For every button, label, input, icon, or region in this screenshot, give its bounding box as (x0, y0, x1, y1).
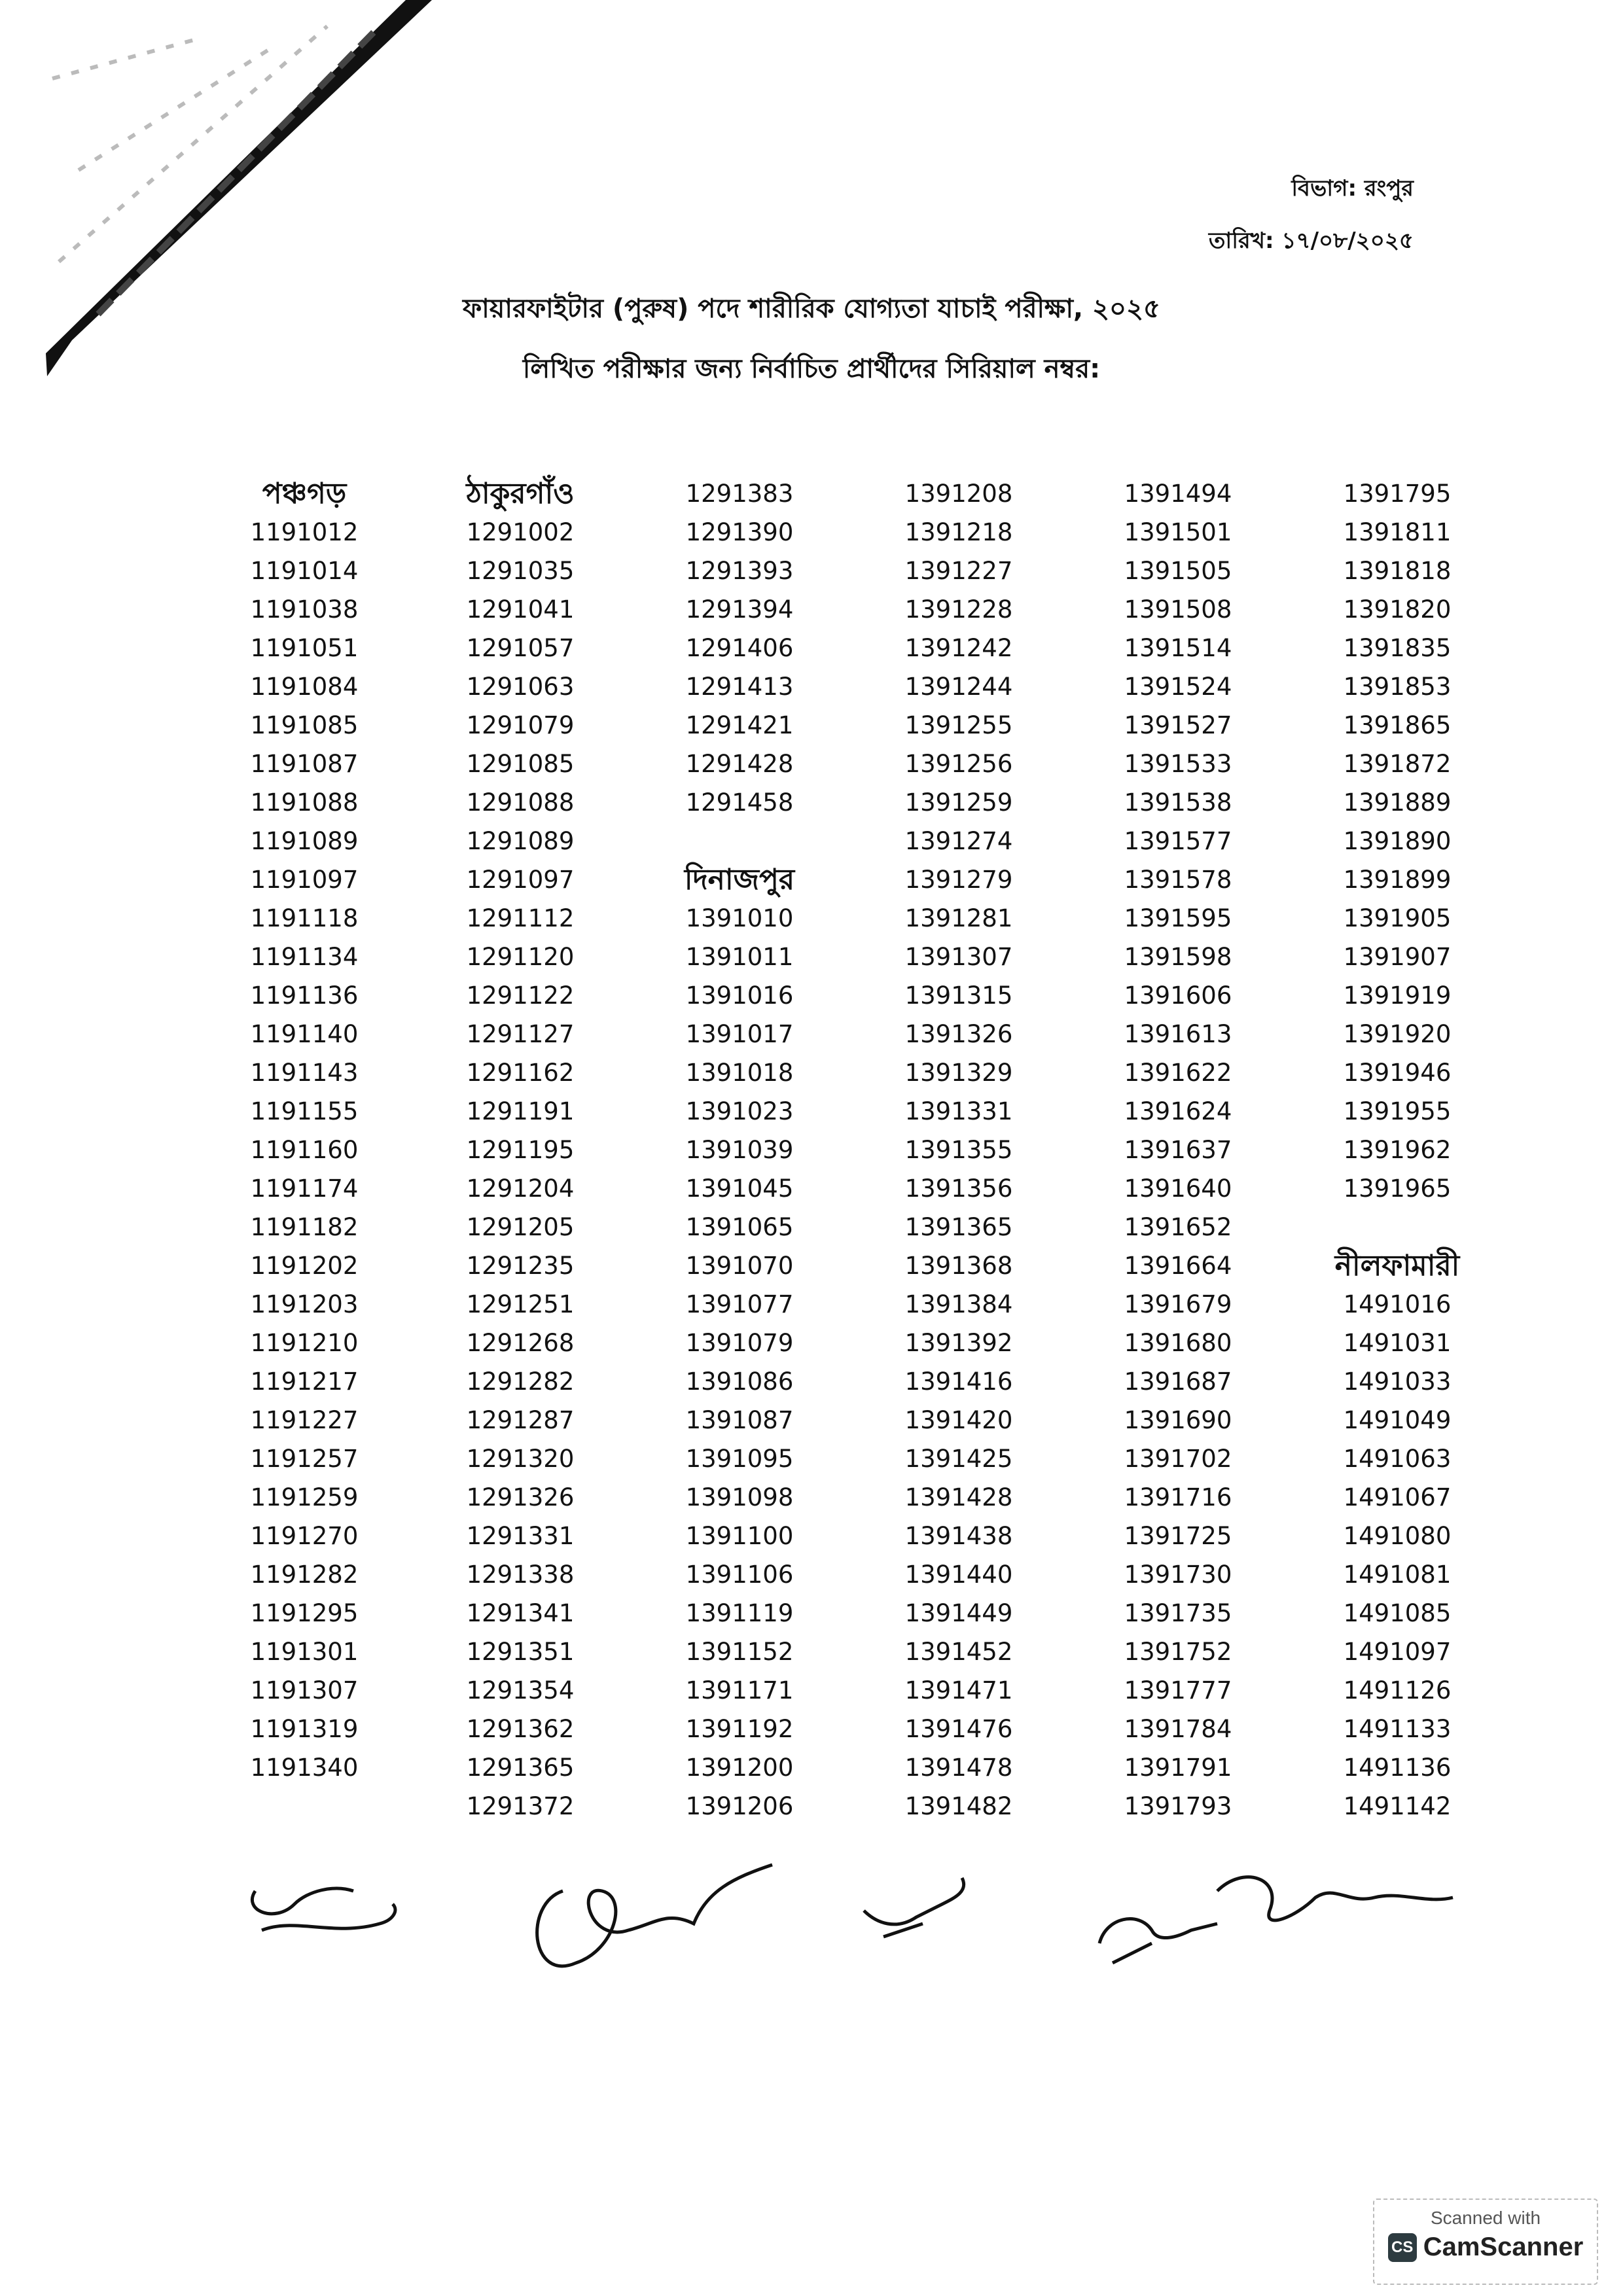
serial-number: 1391279 (904, 866, 1013, 894)
serial-number: 1391905 (1343, 904, 1452, 932)
serial-number: 1191319 (250, 1715, 359, 1743)
serial-number: 1391228 (904, 595, 1013, 624)
serial-number: 1391416 (904, 1368, 1013, 1396)
serial-number: 1391690 (1124, 1406, 1232, 1434)
serial-number: 1291458 (685, 788, 794, 817)
serial-number: 1191140 (250, 1020, 359, 1048)
serial-number: 1191227 (250, 1406, 359, 1434)
serial-number: 1291035 (466, 557, 575, 585)
serial-number: 1391307 (904, 943, 1013, 971)
serial-number: 1391045 (685, 1174, 794, 1203)
serial-number: 1391478 (904, 1754, 1013, 1782)
serial-number: 1391777 (1124, 1676, 1232, 1704)
serial-number: 1391890 (1343, 827, 1452, 855)
serial-number: 1391218 (904, 518, 1013, 546)
serial-number: 1391016 (685, 981, 794, 1010)
column-spacer (632, 822, 847, 860)
serial-number: 1391702 (1124, 1445, 1232, 1473)
serial-number: 1391735 (1124, 1599, 1232, 1627)
document-subtitle: লিখিত পরীক্ষার জন্য নির্বাচিত প্রার্থীদের সিরিয়াল নম্বর: (522, 354, 1101, 384)
serial-number: 1391505 (1124, 557, 1232, 585)
serial-number: 1491080 (1343, 1522, 1452, 1550)
serial-number: 1391274 (904, 827, 1013, 855)
serial-number: 1391281 (904, 904, 1013, 932)
serial-number: 1391440 (904, 1561, 1013, 1589)
document-title: ফায়ারফাইটার (পুরুষ) পদে শারীরিক যোগ্যতা যাচাই পরীক্ষা, ২০২৫ (462, 294, 1161, 324)
serial-number: 1491081 (1343, 1561, 1452, 1589)
serial-number: 1391438 (904, 1522, 1013, 1550)
district-heading: ঠাকুরগাঁও (466, 477, 575, 510)
serial-number: 1191202 (250, 1252, 359, 1280)
serial-number: 1391171 (685, 1676, 794, 1704)
serial-number: 1391820 (1343, 595, 1452, 624)
serial-number: 1391420 (904, 1406, 1013, 1434)
serial-number: 1291122 (466, 981, 575, 1010)
serial-column-2 (412, 474, 628, 1826)
serial-number: 1391865 (1343, 711, 1452, 739)
serial-number: 1291341 (466, 1599, 575, 1627)
serial-number: 1491031 (1343, 1329, 1452, 1357)
serial-number: 1391622 (1124, 1059, 1232, 1087)
serial-number: 1391315 (904, 981, 1013, 1010)
serial-number: 1391086 (685, 1368, 794, 1396)
serial-number: 1191282 (250, 1561, 359, 1589)
serial-number: 1391227 (904, 557, 1013, 585)
serial-column-5 (1070, 474, 1286, 1826)
serial-number: 1191051 (250, 634, 359, 662)
serial-column-4 (851, 474, 1067, 1826)
serial-number: 1491067 (1343, 1483, 1452, 1511)
serial-number: 1391508 (1124, 595, 1232, 624)
serial-number: 1391872 (1343, 750, 1452, 778)
serial-number: 1191217 (250, 1368, 359, 1396)
serial-number: 1391079 (685, 1329, 794, 1357)
scanned-page-corner (0, 0, 458, 406)
serial-number: 1391538 (1124, 788, 1232, 817)
serial-number: 1291057 (466, 634, 575, 662)
serial-number: 1291127 (466, 1020, 575, 1048)
serial-number: 1391256 (904, 750, 1013, 778)
serial-number: 1391200 (685, 1754, 794, 1782)
serial-number: 1391889 (1343, 788, 1452, 817)
serial-number: 1291351 (466, 1638, 575, 1666)
date-label: তারিখ: ১৭/০৮/২০২৫ (1208, 228, 1414, 254)
serial-number: 1391652 (1124, 1213, 1232, 1241)
serial-number: 1291362 (466, 1715, 575, 1743)
serial-number: 1391527 (1124, 711, 1232, 739)
serial-number: 1391835 (1343, 634, 1452, 662)
serial-number: 1391119 (685, 1599, 794, 1627)
serial-number: 1191174 (250, 1174, 359, 1203)
serial-number: 1291383 (685, 480, 794, 508)
serial-number: 1291365 (466, 1754, 575, 1782)
serial-number: 1291393 (685, 557, 794, 585)
serial-number: 1191038 (250, 595, 359, 624)
serial-number: 1391853 (1343, 673, 1452, 701)
serial-column-3 (632, 474, 847, 1826)
serial-number: 1391965 (1343, 1174, 1452, 1203)
serial-number: 1291195 (466, 1136, 575, 1164)
serial-number: 1291089 (466, 827, 575, 855)
serial-number: 1291191 (466, 1097, 575, 1125)
serial-number: 1391356 (904, 1174, 1013, 1203)
serial-number: 1291251 (466, 1290, 575, 1318)
serial-number: 1391577 (1124, 827, 1232, 855)
serial-number: 1391065 (685, 1213, 794, 1241)
serial-number: 1291097 (466, 866, 575, 894)
serial-number: 1391793 (1124, 1792, 1232, 1820)
serial-number: 1291235 (466, 1252, 575, 1280)
signatures (236, 1852, 1531, 1983)
serial-number: 1291406 (685, 634, 794, 662)
serial-number: 1391449 (904, 1599, 1013, 1627)
serial-number: 1391331 (904, 1097, 1013, 1125)
serial-number: 1391501 (1124, 518, 1232, 546)
serial-number: 1391017 (685, 1020, 794, 1048)
serial-number: 1291421 (685, 711, 794, 739)
serial-number: 1391533 (1124, 750, 1232, 778)
serial-number: 1391494 (1124, 480, 1232, 508)
serial-number: 1391329 (904, 1059, 1013, 1087)
serial-number: 1291088 (466, 788, 575, 817)
serial-number: 1191012 (250, 518, 359, 546)
serial-number: 1191118 (250, 904, 359, 932)
serial-number: 1191259 (250, 1483, 359, 1511)
serial-number: 1291394 (685, 595, 794, 624)
division-label: বিভাগ: রংপুর (1291, 175, 1414, 202)
serial-number: 1391255 (904, 711, 1013, 739)
serial-number: 1291268 (466, 1329, 575, 1357)
serial-column-1 (196, 474, 412, 1787)
serial-column-6 (1289, 474, 1505, 1826)
serial-number: 1291204 (466, 1174, 575, 1203)
serial-number: 1291112 (466, 904, 575, 932)
serial-number: 1391425 (904, 1445, 1013, 1473)
serial-number: 1291063 (466, 673, 575, 701)
serial-number: 1191136 (250, 981, 359, 1010)
serial-number: 1191203 (250, 1290, 359, 1318)
serial-number: 1191089 (250, 827, 359, 855)
serial-number: 1491142 (1343, 1792, 1452, 1820)
serial-number: 1391955 (1343, 1097, 1452, 1125)
serial-number: 1291041 (466, 595, 575, 624)
serial-number: 1391919 (1343, 981, 1452, 1010)
serial-number: 1391355 (904, 1136, 1013, 1164)
serial-number: 1391818 (1343, 557, 1452, 585)
serial-number: 1391476 (904, 1715, 1013, 1743)
serial-number: 1391578 (1124, 866, 1232, 894)
serial-number: 1191014 (250, 557, 359, 585)
signature-2 (537, 1865, 772, 1966)
serial-number: 1491136 (1343, 1754, 1452, 1782)
serial-number: 1291287 (466, 1406, 575, 1434)
serial-number: 1391624 (1124, 1097, 1232, 1125)
serial-number: 1191182 (250, 1213, 359, 1241)
serial-number: 1391010 (685, 904, 794, 932)
serial-number: 1191087 (250, 750, 359, 778)
camscanner-logo-icon: CS (1388, 2233, 1417, 2262)
serial-number: 1291354 (466, 1676, 575, 1704)
serial-number: 1191085 (250, 711, 359, 739)
serial-number: 1391613 (1124, 1020, 1232, 1048)
serial-number: 1391152 (685, 1638, 794, 1666)
serial-number: 1191084 (250, 673, 359, 701)
serial-number: 1491016 (1343, 1290, 1452, 1318)
serial-number: 1291372 (466, 1792, 575, 1820)
serial-number: 1391784 (1124, 1715, 1232, 1743)
serial-number: 1391679 (1124, 1290, 1232, 1318)
serial-number: 1391242 (904, 634, 1013, 662)
serial-number: 1391637 (1124, 1136, 1232, 1164)
serial-number: 1191295 (250, 1599, 359, 1627)
serial-number: 1391482 (904, 1792, 1013, 1820)
serial-number: 1391725 (1124, 1522, 1232, 1550)
serial-number: 1391752 (1124, 1638, 1232, 1666)
serial-number: 1391428 (904, 1483, 1013, 1511)
district-heading: দিনাজপুর (684, 863, 795, 896)
serial-number: 1291326 (466, 1483, 575, 1511)
serial-number: 1391365 (904, 1213, 1013, 1241)
serial-number: 1291428 (685, 750, 794, 778)
serial-number: 1391471 (904, 1676, 1013, 1704)
serial-number: 1191270 (250, 1522, 359, 1550)
serial-number: 1391920 (1343, 1020, 1452, 1048)
serial-number: 1391514 (1124, 634, 1232, 662)
serial-number: 1191143 (250, 1059, 359, 1087)
scanned-with-label: Scanned with (1430, 2208, 1541, 2228)
serial-number: 1291002 (466, 518, 575, 546)
camscanner-brand: CamScanner (1423, 2233, 1584, 2261)
signature-5 (1217, 1877, 1453, 1920)
serial-number: 1391392 (904, 1329, 1013, 1357)
serial-number: 1191307 (250, 1676, 359, 1704)
serial-number: 1291079 (466, 711, 575, 739)
district-heading: পঞ্চগড় (262, 477, 347, 510)
serial-number: 1391011 (685, 943, 794, 971)
signature-1 (252, 1888, 395, 1930)
serial-number: 1391595 (1124, 904, 1232, 932)
serial-number: 1291120 (466, 943, 575, 971)
serial-number: 1391795 (1343, 480, 1452, 508)
serial-number: 1391106 (685, 1561, 794, 1589)
serial-number: 1391899 (1343, 866, 1452, 894)
serial-number: 1391095 (685, 1445, 794, 1473)
serial-number: 1391100 (685, 1522, 794, 1550)
serial-number: 1191301 (250, 1638, 359, 1666)
serial-number: 1391244 (904, 673, 1013, 701)
serial-number: 1191340 (250, 1754, 359, 1782)
serial-number: 1291338 (466, 1561, 575, 1589)
serial-number: 1391946 (1343, 1059, 1452, 1087)
serial-number: 1391192 (685, 1715, 794, 1743)
serial-number: 1391640 (1124, 1174, 1232, 1203)
serial-number: 1391070 (685, 1252, 794, 1280)
serial-number: 1291085 (466, 750, 575, 778)
serial-number: 1391206 (685, 1792, 794, 1820)
serial-number: 1391077 (685, 1290, 794, 1318)
serial-number: 1291320 (466, 1445, 575, 1473)
serial-number: 1391791 (1124, 1754, 1232, 1782)
serial-number: 1191160 (250, 1136, 359, 1164)
serial-number: 1491097 (1343, 1638, 1452, 1666)
serial-number: 1391023 (685, 1097, 794, 1125)
serial-number: 1491085 (1343, 1599, 1452, 1627)
serial-number: 1291205 (466, 1213, 575, 1241)
serial-number: 1491126 (1343, 1676, 1452, 1704)
serial-number: 1291390 (685, 518, 794, 546)
serial-number: 1391087 (685, 1406, 794, 1434)
serial-number: 1191210 (250, 1329, 359, 1357)
serial-number: 1391208 (904, 480, 1013, 508)
serial-number: 1391524 (1124, 673, 1232, 701)
serial-number: 1391680 (1124, 1329, 1232, 1357)
serial-number: 1391368 (904, 1252, 1013, 1280)
serial-number: 1391606 (1124, 981, 1232, 1010)
signature-4 (1099, 1919, 1217, 1963)
serial-number: 1291331 (466, 1522, 575, 1550)
serial-number: 1391598 (1124, 943, 1232, 971)
serial-number: 1391326 (904, 1020, 1013, 1048)
serial-number: 1291282 (466, 1368, 575, 1396)
serial-number: 1391384 (904, 1290, 1013, 1318)
serial-number: 1391018 (685, 1059, 794, 1087)
district-heading: নীলফামারী (1334, 1249, 1460, 1282)
serial-number: 1391664 (1124, 1252, 1232, 1280)
serial-number: 1391452 (904, 1638, 1013, 1666)
signature-3 (864, 1878, 964, 1937)
serial-number: 1191097 (250, 866, 359, 894)
serial-number: 1291413 (685, 673, 794, 701)
serial-number: 1291162 (466, 1059, 575, 1087)
serial-number: 1391730 (1124, 1561, 1232, 1589)
serial-number: 1391039 (685, 1136, 794, 1164)
serial-number: 1191134 (250, 943, 359, 971)
column-spacer (1289, 1208, 1505, 1246)
camscanner-badge (1373, 2199, 1598, 2285)
serial-number: 1391259 (904, 788, 1013, 817)
serial-number: 1391811 (1343, 518, 1452, 546)
serial-number: 1191088 (250, 788, 359, 817)
serial-number: 1491063 (1343, 1445, 1452, 1473)
serial-number: 1391687 (1124, 1368, 1232, 1396)
serial-number: 1391907 (1343, 943, 1452, 971)
serial-number: 1191257 (250, 1445, 359, 1473)
serial-number: 1491049 (1343, 1406, 1452, 1434)
serial-number: 1191155 (250, 1097, 359, 1125)
serial-number: 1491033 (1343, 1368, 1452, 1396)
serial-number: 1491133 (1343, 1715, 1452, 1743)
serial-number: 1391716 (1124, 1483, 1232, 1511)
serial-number: 1391098 (685, 1483, 794, 1511)
serial-number: 1391962 (1343, 1136, 1452, 1164)
